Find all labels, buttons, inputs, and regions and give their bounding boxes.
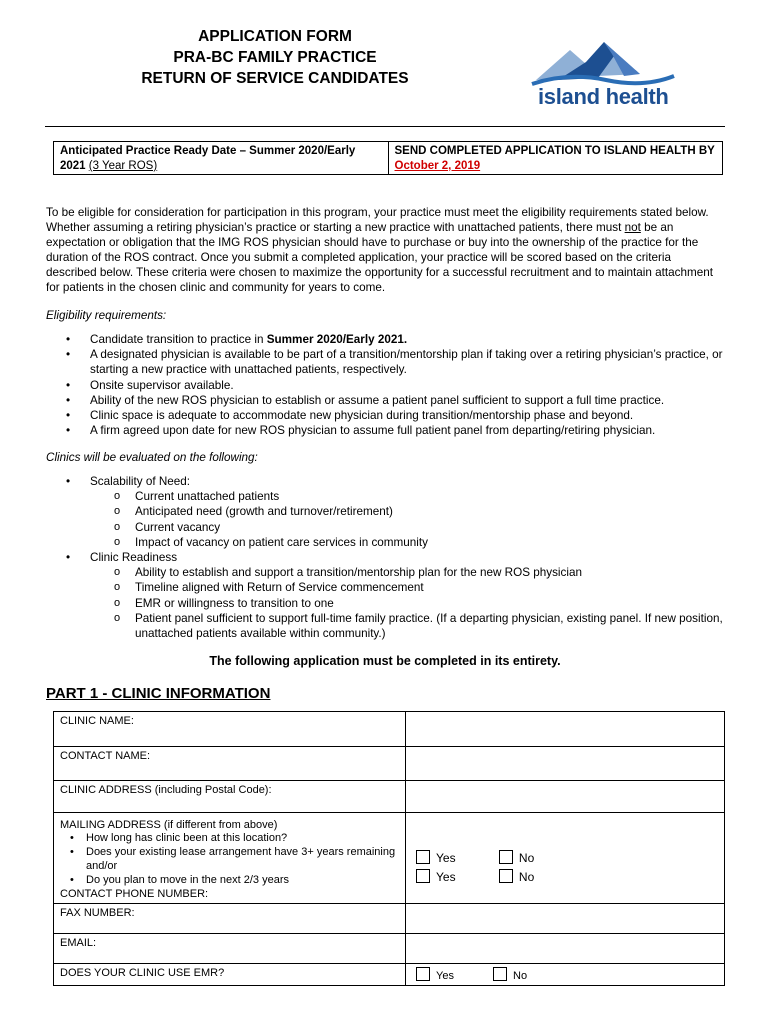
evaluation-group-title: Scalability of Need:: [90, 475, 191, 488]
list-item: o EMR or willingness to transition to one: [90, 596, 726, 611]
title-line-1: APPLICATION FORM: [198, 28, 352, 45]
list-item: o Ability to establish and support a transition/mentorship plan for the new ROS physician: [90, 565, 726, 580]
mailing-questions: [60, 831, 399, 887]
header-rule: [45, 126, 725, 127]
logo-text: island health: [538, 84, 669, 109]
evaluation-sublist: [90, 565, 726, 641]
eligibility-list: [66, 332, 726, 438]
clinic-address-field[interactable]: [406, 781, 725, 813]
list-item: [66, 550, 726, 641]
table-row: [54, 934, 725, 964]
mailing-address-field[interactable]: [406, 813, 725, 904]
table-row: [54, 747, 725, 781]
eligibility-item-1-bold: Summer 2020/Early 2021.: [266, 333, 408, 346]
date-info-box: [53, 141, 723, 175]
list-item: • A firm agreed upon date for new ROS physician to assume full patient panel from departing/retiring physician.: [66, 423, 726, 438]
contact-name-label: CONTACT NAME:: [54, 747, 406, 781]
intro-paragraph: [46, 205, 724, 295]
move-no-checkbox[interactable]: [499, 869, 513, 883]
list-item: [66, 474, 726, 550]
table-row: [54, 712, 725, 747]
table-row: [54, 781, 725, 813]
table-row: [54, 964, 725, 986]
clinic-address-label: CLINIC ADDRESS (including Postal Code):: [54, 781, 406, 813]
completion-notice: The following application must be completed in its entirety.: [209, 654, 561, 668]
eligibility-item-1-text: Candidate transition to practice in: [90, 333, 267, 346]
list-item: • Ability of the new ROS physician to establish or assume a patient panel sufficient to support a full time practice.: [66, 393, 726, 408]
evaluation-sublist: [90, 489, 726, 550]
move-yes-checkbox[interactable]: [416, 869, 430, 883]
table-row: [54, 904, 725, 934]
practice-ready-date-text: Anticipated Practice Ready Date – Summer 2020/Early 2021: [60, 145, 356, 172]
contact-name-field[interactable]: [406, 747, 725, 781]
fax-label: FAX NUMBER:: [54, 904, 406, 934]
yes-label: Yes: [436, 870, 456, 884]
list-item: o Current unattached patients: [90, 489, 726, 504]
clinic-info-table: [53, 711, 725, 986]
list-item: [66, 332, 726, 347]
lease-no-checkbox[interactable]: [499, 850, 513, 864]
no-label: No: [518, 851, 535, 865]
list-item: • Do you plan to move in the next 2/3 years: [60, 873, 399, 887]
contact-phone-label: CONTACT PHONE NUMBER:: [60, 888, 209, 900]
evaluation-label: Clinics will be evaluated on the following:: [46, 451, 258, 464]
yes-label: Yes: [436, 851, 456, 865]
submission-deadline-label: SEND COMPLETED APPLICATION TO ISLAND HEALTH BY: [394, 145, 715, 157]
title-line-2: PRA-BC FAMILY PRACTICE: [173, 49, 377, 66]
list-item: o Anticipated need (growth and turnover/retirement): [90, 504, 726, 519]
no-label: No: [518, 870, 535, 884]
emr-no-checkbox[interactable]: [493, 967, 507, 981]
emr-yes-checkbox[interactable]: [416, 967, 430, 981]
list-item: • Does your existing lease arrangement have 3+ years remaining and/or: [60, 845, 399, 873]
lease-yes-no: [416, 849, 718, 868]
clinic-name-label: CLINIC NAME:: [54, 712, 406, 747]
evaluation-list: [66, 474, 726, 641]
emr-field: [406, 964, 725, 986]
list-item: o Patient panel sufficient to support full-time family practice. (If a departing physician, existing panel. If new position, unattached patients available within community.): [90, 611, 726, 641]
list-item: • Onsite supervisor available.: [66, 378, 726, 393]
evaluation-group-title: Clinic Readiness: [90, 551, 178, 565]
intro-text-2: be an expectation or obligation that the IMG ROS physician should have to purchase or buy into the ownership of the practice for the duration of the ROS contract. Once you submit a completed application, your practice will be scored based on the criteria described below. These criteria were chosen to maximize the opportunity for a successful recruitment and to maintain attachment for patients in the chosen clinic and community for years to come.: [46, 221, 713, 294]
intro-text-1: To be eligible for consideration for participation in this program, your practice must meet the eligibility requirements stated below. Whether assuming a retiring physician’s practice or starting a new practice with unattached patients, there must: [46, 206, 709, 234]
yes-label: Yes: [436, 970, 454, 982]
title-line-3: RETURN OF SERVICE CANDIDATES: [141, 70, 409, 87]
clinic-name-field[interactable]: [406, 712, 725, 747]
no-label: No: [513, 970, 528, 982]
emr-label: DOES YOUR CLINIC USE EMR?: [54, 964, 406, 986]
email-label: EMAIL:: [54, 934, 406, 964]
table-row: [54, 813, 725, 904]
list-item: • A designated physician is available to be part of a transition/mentorship plan if taking over a retiring physician’s practice, or starting a new practice with unattached patients, respectively.: [66, 347, 726, 377]
intro-not: not: [624, 221, 641, 234]
mailing-address-cell: [54, 813, 406, 904]
ros-duration: (3 Year ROS): [88, 160, 158, 172]
list-item: • How long has clinic been at this location?: [60, 831, 399, 845]
form-title: [100, 26, 450, 89]
list-item: • Clinic space is adequate to accommodate new physician during transition/mentorship phase and beyond.: [66, 408, 726, 423]
mailing-address-label: MAILING ADDRESS (if different from above): [60, 819, 278, 831]
list-item: o Impact of vacancy on patient care services in community: [90, 535, 726, 550]
practice-ready-date: [54, 142, 388, 174]
part-1-heading: PART 1 - CLINIC INFORMATION: [46, 685, 271, 702]
list-item: o Current vacancy: [90, 520, 726, 535]
submission-deadline-date: October 2, 2019: [394, 160, 481, 172]
email-field[interactable]: [406, 934, 725, 964]
submission-deadline: [388, 142, 723, 174]
move-yes-no: [416, 868, 718, 887]
list-item: o Timeline aligned with Return of Service commencement: [90, 580, 726, 595]
eligibility-label: Eligibility requirements:: [46, 309, 167, 322]
lease-yes-checkbox[interactable]: [416, 850, 430, 864]
fax-field[interactable]: [406, 904, 725, 934]
